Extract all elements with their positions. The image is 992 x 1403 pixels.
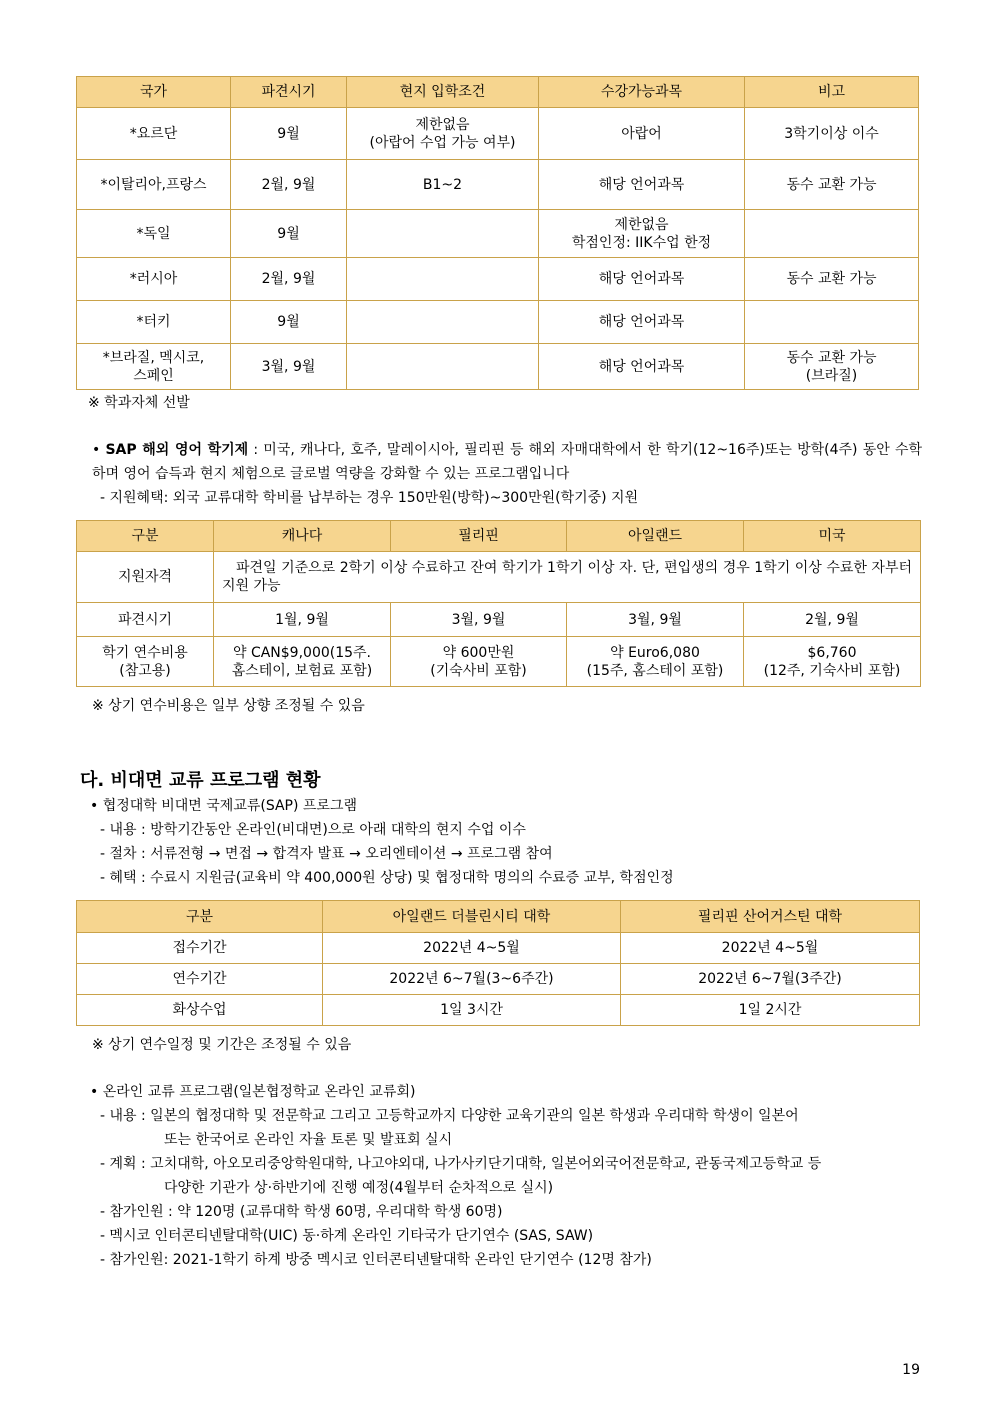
cell: 동수 교환 가능: [745, 160, 919, 210]
online-participants: - 참가인원 : 약 120명 (교류대학 학생 60명, 우리대학 학생 60명): [100, 1204, 503, 1220]
header-remarks: 비고: [745, 77, 919, 108]
cell: B1~2: [347, 160, 539, 210]
sap-support: - 지원혜택: 외국 교류대학 학비를 납부하는 경우 150만원(방학)~300만원(학기중) 지원: [100, 490, 639, 506]
cell: 2월, 9월: [744, 603, 921, 637]
online-plan-cont: 다양한 기관가 상·하반기에 진행 예정(4월부터 순차적으로 실시): [164, 1180, 554, 1196]
cell: 9월: [231, 210, 347, 258]
header-category: 구분: [77, 521, 214, 552]
header-category: 구분: [77, 901, 323, 933]
table3-note: ※ 상기 연수일정 및 기간은 조정될 수 있음: [92, 1037, 352, 1053]
online-exchange-table: [76, 900, 920, 1026]
cell: 9월: [231, 301, 347, 344]
cell: 3월, 9월: [391, 603, 567, 637]
cell: 화상수업: [77, 995, 323, 1026]
cell: $6,760 (12주, 기숙사비 포함): [744, 637, 921, 687]
cell: [347, 344, 539, 390]
cell: [347, 301, 539, 344]
table-row: [77, 210, 919, 258]
cell: 해당 언어과목: [539, 344, 745, 390]
cell: 학기 연수비용 (참고용): [77, 637, 214, 687]
cell: 아랍어: [539, 108, 745, 160]
header-ireland: 아일랜드: [567, 521, 744, 552]
cell: 2022년 4~5월: [621, 933, 920, 964]
mexico-participants: - 참가인원: 2021-1학기 하계 방중 멕시코 인터콘티넨탈대학 온라인 단기연수 (12명 참가): [100, 1252, 652, 1268]
cell: 3월, 9월: [567, 603, 744, 637]
cell: [347, 210, 539, 258]
cell: 제한없음 (아랍어 수업 가능 여부): [347, 108, 539, 160]
header-usa: 미국: [744, 521, 921, 552]
cell: *요르단: [77, 108, 231, 160]
table-row: [77, 160, 919, 210]
cell: 약 Euro6,080 (15주, 홈스테이 포함): [567, 637, 744, 687]
cell: [745, 210, 919, 258]
cell: *독일: [77, 210, 231, 258]
bullet: •: [92, 442, 101, 458]
sap-title: SAP 해외 영어 학기제: [105, 442, 249, 458]
cell: 해당 언어과목: [539, 258, 745, 301]
header-dublin: 아일랜드 더블린시티 대학: [323, 901, 621, 933]
cell: *이탈리아,프랑스: [77, 160, 231, 210]
cell: 접수기간: [77, 933, 323, 964]
cell: 해당 언어과목: [539, 301, 745, 344]
cell: 연수기간: [77, 964, 323, 995]
sap-english-table: [76, 520, 921, 687]
header-canada: 캐나다: [214, 521, 391, 552]
qualification-cell: 파견일 기준으로 2학기 이상 수료하고 잔여 학기가 1학기 이상 자. 단, 편입생의 경우 1학기 이상 수료한 자부터 지원 가능: [214, 552, 921, 603]
table2-note: ※ 상기 연수비용은 일부 상향 조정될 수 있음: [92, 698, 365, 714]
cell: 2월, 9월: [231, 160, 347, 210]
header-courses: 수강가능과목: [539, 77, 745, 108]
page-number: 19: [902, 1362, 920, 1378]
table-header-row: [77, 901, 920, 933]
online-content: - 내용 : 일본의 협정대학 및 전문학교 그리고 고등학교까지 다양한 교육기관의 일본 학생과 우리대학 학생이 일본어: [100, 1108, 799, 1124]
section-line: - 내용 : 방학기간동안 온라인(비대면)으로 아래 대학의 현지 수업 이수: [100, 822, 526, 838]
online-content-cont: 또는 한국어로 온라인 자율 토론 및 발표회 실시: [164, 1132, 453, 1148]
cell: 1일 3시간: [323, 995, 621, 1026]
header-philippines: 필리핀: [391, 521, 567, 552]
table-row: [77, 603, 921, 637]
table-row: [77, 258, 919, 301]
table-header-row: [77, 77, 919, 108]
cell: 해당 언어과목: [539, 160, 745, 210]
cell: *러시아: [77, 258, 231, 301]
table-row: [77, 552, 921, 603]
sap-paragraph: [92, 438, 922, 486]
cell: 2월, 9월: [231, 258, 347, 301]
cell: *터키: [77, 301, 231, 344]
cell: 1월, 9월: [214, 603, 391, 637]
cell: 2022년 6~7월(3주간): [621, 964, 920, 995]
cell: 9월: [231, 108, 347, 160]
table-row: [77, 964, 920, 995]
table-row: [77, 637, 921, 687]
section-heading: 다. 비대면 교류 프로그램 현황: [80, 770, 321, 791]
table-row: [77, 108, 919, 160]
section-line: - 절차 : 서류전형 → 면접 → 합격자 발표 → 오리엔테이션 → 프로그램 참여: [100, 846, 553, 862]
cell: 지원자격: [77, 552, 214, 603]
cell: [347, 258, 539, 301]
cell: 2022년 4~5월: [323, 933, 621, 964]
mexico-program: - 멕시코 인터콘티넨탈대학(UIC) 동·하계 온라인 기타국가 단기연수 (SAS, SAW): [100, 1228, 594, 1244]
cell: 3학기이상 이수: [745, 108, 919, 160]
cell: 동수 교환 가능: [745, 258, 919, 301]
cell: 약 CAN$9,000(15주. 홈스테이, 보험료 포함): [214, 637, 391, 687]
table-header-row: [77, 521, 921, 552]
cell: [745, 301, 919, 344]
table-row: [77, 301, 919, 344]
table1-note: ※ 학과자체 선발: [88, 395, 190, 411]
table-row: [77, 995, 920, 1026]
cell: 3월, 9월: [231, 344, 347, 390]
header-san-agustin: 필리핀 산어거스틴 대학: [621, 901, 920, 933]
section-line: • 협정대학 비대면 국제교류(SAP) 프로그램: [90, 798, 358, 814]
cell: *브라질, 멕시코, 스페인: [77, 344, 231, 390]
table-row: [77, 933, 920, 964]
header-country: 국가: [77, 77, 231, 108]
cell: 동수 교환 가능 (브라질): [745, 344, 919, 390]
header-admission: 현지 입학조건: [347, 77, 539, 108]
cell: 파견시기: [77, 603, 214, 637]
cell: 약 600만원 (기숙사비 포함): [391, 637, 567, 687]
sap-description: : 미국, 캐나다, 호주, 말레이시아, 필리핀 등 해외 자매대학에서 한 학기(12~16주)또는 방학(4주) 동안 수학하며 영어 습득과 현지 체험으로 글로벌 역량을 강화할 수 있는 프로그램입니다: [92, 442, 922, 482]
online-plan: - 계획 : 고치대학, 아오모리중앙학원대학, 나고야외대, 나가사키단기대학, 일본어외국어전문학교, 관동국제고등학교 등: [100, 1156, 822, 1172]
cell: 2022년 6~7월(3~6주간): [323, 964, 621, 995]
cell: 제한없음 학점인정: IIK수업 한정: [539, 210, 745, 258]
cell: 1일 2시간: [621, 995, 920, 1026]
section-line: - 혜택 : 수료시 지원금(교육비 약 400,000원 상당) 및 협정대학 명의의 수료증 교부, 학점인정: [100, 870, 674, 886]
online-title: • 온라인 교류 프로그램(일본협정학교 온라인 교류회): [90, 1084, 416, 1100]
exchange-country-table: [76, 76, 919, 390]
header-period: 파견시기: [231, 77, 347, 108]
table-row: [77, 344, 919, 390]
